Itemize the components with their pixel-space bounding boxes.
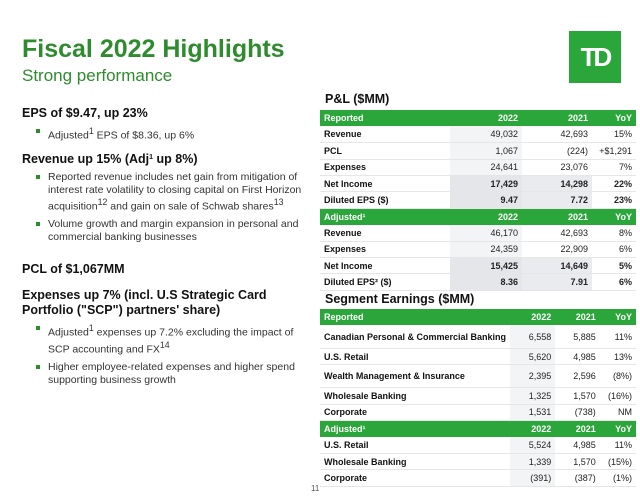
pl-cell: 24,641 [450, 159, 522, 175]
pl-cell: 8% [592, 225, 636, 241]
segment-cell: Adjusted¹ [320, 421, 510, 437]
expenses-heading: Expenses up 7% (incl. U.S Strategic Card Portfolio ("SCP") partners' share) [22, 288, 267, 317]
segment-cell: 1,325 [510, 388, 555, 404]
segment-cell: (15%) [600, 453, 636, 469]
eps-bullet: Adjusted$^1$ EPS of $8.36, up 6% [36, 125, 312, 142]
segment-cell: 5,885 [555, 325, 599, 348]
pl-adjusted-row [320, 225, 636, 241]
pl-cell: Net Income [320, 176, 450, 192]
pl-cell: PCL [320, 143, 450, 159]
pl-cell: (224) [522, 143, 592, 159]
segment-cell: Reported [320, 309, 510, 325]
segment-cell: Canadian Personal & Commercial Banking [320, 325, 510, 348]
pl-cell: 6% [592, 274, 636, 290]
pl-cell: 7.91 [522, 274, 592, 290]
revenue-bullet-1: Reported revenue includes net gain from mitigation of interest rate volatility to closing capital on First Horizon acquisition$^{12}$ and gain on sale of Schwab shares$^{13}$ [36, 171, 312, 213]
pcl-heading: PCL of $1,067MM [22, 262, 125, 276]
pl-adjusted-row [320, 274, 636, 290]
pl-cell: 7.72 [522, 192, 592, 208]
pl-cell: 2022 [450, 208, 522, 224]
segment-cell: 2021 [555, 421, 599, 437]
pl-cell: 6% [592, 241, 636, 257]
segment-cell: 5,620 [510, 348, 555, 364]
segment-adjusted-header [320, 421, 636, 437]
pl-cell: YoY [592, 208, 636, 224]
eps-heading: EPS of $9.47, up 23% [22, 106, 148, 120]
pl-adjusted-row [320, 241, 636, 257]
logo-text: TD [580, 41, 610, 72]
pl-cell: Adjusted¹ [320, 208, 450, 224]
segment-reported-row [320, 404, 636, 420]
segment-title: Segment Earnings ($MM) [325, 292, 475, 306]
segment-adjusted-row [320, 437, 636, 453]
pl-cell: 22% [592, 176, 636, 192]
segment-cell: 4,985 [555, 348, 599, 364]
pl-cell: 49,032 [450, 126, 522, 142]
pl-cell: 7% [592, 159, 636, 175]
pl-cell: 42,693 [522, 225, 592, 241]
segment-cell: (391) [510, 470, 555, 486]
expenses-section [22, 288, 307, 386]
pl-adjusted-row [320, 258, 636, 274]
segment-cell: Corporate [320, 404, 510, 420]
pl-cell: Reported [320, 110, 450, 126]
pl-title: P&L ($MM) [325, 92, 390, 106]
segment-cell: (16%) [600, 388, 636, 404]
pl-cell: 46,170 [450, 225, 522, 241]
pl-reported-row [320, 192, 636, 208]
segment-reported-row [320, 325, 636, 348]
segment-cell: 13% [600, 348, 636, 364]
segment-cell: 1,531 [510, 404, 555, 420]
revenue-heading: Revenue up 15% (Adj$^1$ up 8%) [22, 152, 198, 166]
segment-cell: U.S. Retail [320, 437, 510, 453]
pl-cell: Expenses [320, 159, 450, 175]
segment-adjusted-row [320, 470, 636, 486]
pl-cell: 5% [592, 258, 636, 274]
segment-cell: 6,558 [510, 325, 555, 348]
expenses-bullet-1: Adjusted$^1$ expenses up 7.2% excluding the impact of SCP accounting and FX$^{14}$ [36, 322, 307, 356]
pl-cell: 14,649 [522, 258, 592, 274]
segment-reported-row [320, 388, 636, 404]
segment-cell: U.S. Retail [320, 348, 510, 364]
segment-cell: 5,524 [510, 437, 555, 453]
segment-cell: 4,985 [555, 437, 599, 453]
pl-cell: 14,298 [522, 176, 592, 192]
pl-reported-row [320, 126, 636, 142]
pl-cell: Expenses [320, 241, 450, 257]
pl-reported-row [320, 176, 636, 192]
segment-cell: 1,570 [555, 453, 599, 469]
page-subtitle: Strong performance [22, 66, 173, 85]
segment-reported-header [320, 309, 636, 325]
segment-cell: Wholesale Banking [320, 388, 510, 404]
segment-cell: (8%) [600, 365, 636, 388]
segment-reported-row [320, 365, 636, 388]
segment-cell: Wealth Management & Insurance [320, 365, 510, 388]
revenue-bullet-2: Volume growth and margin expansion in personal and commercial banking businesses [36, 218, 312, 243]
eps-section [22, 106, 312, 142]
segment-cell: Wholesale Banking [320, 453, 510, 469]
expenses-bullet-2: Higher employee-related expenses and higher spend supporting business growth [36, 361, 307, 386]
segment-cell: 2,596 [555, 365, 599, 388]
page-title: Fiscal 2022 Highlights [22, 35, 285, 63]
pl-cell: 15% [592, 126, 636, 142]
revenue-section [22, 152, 312, 243]
segment-cell: NM [600, 404, 636, 420]
segment-cell: 1,339 [510, 453, 555, 469]
td-logo [569, 31, 621, 83]
page-number: 11 [311, 484, 320, 493]
pl-cell: Revenue [320, 126, 450, 142]
segment-cell: (738) [555, 404, 599, 420]
pl-reported-header [320, 110, 636, 126]
pl-cell: 2021 [522, 208, 592, 224]
pl-cell: 15,425 [450, 258, 522, 274]
segment-cell: 11% [600, 325, 636, 348]
pl-cell: YoY [592, 110, 636, 126]
segment-cell: 1,570 [555, 388, 599, 404]
pcl-section [22, 262, 312, 276]
segment-cell: 2,395 [510, 365, 555, 388]
pl-cell: 1,067 [450, 143, 522, 159]
pl-cell: Diluted EPS ($) [320, 192, 450, 208]
pl-cell: Revenue [320, 225, 450, 241]
segment-adjusted-row [320, 453, 636, 469]
pl-cell: 24,359 [450, 241, 522, 257]
pl-reported-row [320, 159, 636, 175]
segment-table [320, 309, 636, 487]
pl-adjusted-header [320, 208, 636, 224]
segment-cell: (387) [555, 470, 599, 486]
pl-cell: 2021 [522, 110, 592, 126]
pl-cell: 17,429 [450, 176, 522, 192]
segment-cell: YoY [600, 309, 636, 325]
segment-cell: 11% [600, 437, 636, 453]
pl-cell: Net Income [320, 258, 450, 274]
pl-cell: 23% [592, 192, 636, 208]
pl-cell: Diluted EPS² ($) [320, 274, 450, 290]
segment-cell: 2022 [510, 421, 555, 437]
pl-cell: +$1,291 [592, 143, 636, 159]
segment-reported-row [320, 348, 636, 364]
segment-cell: Corporate [320, 470, 510, 486]
pl-cell: 22,909 [522, 241, 592, 257]
pl-cell: 23,076 [522, 159, 592, 175]
pl-cell: 8.36 [450, 274, 522, 290]
segment-cell: 2022 [510, 309, 555, 325]
pl-cell: 9.47 [450, 192, 522, 208]
pl-cell: 42,693 [522, 126, 592, 142]
pl-table [320, 110, 636, 291]
segment-cell: (1%) [600, 470, 636, 486]
segment-cell: YoY [600, 421, 636, 437]
pl-reported-row [320, 143, 636, 159]
segment-cell: 2021 [555, 309, 599, 325]
pl-cell: 2022 [450, 110, 522, 126]
